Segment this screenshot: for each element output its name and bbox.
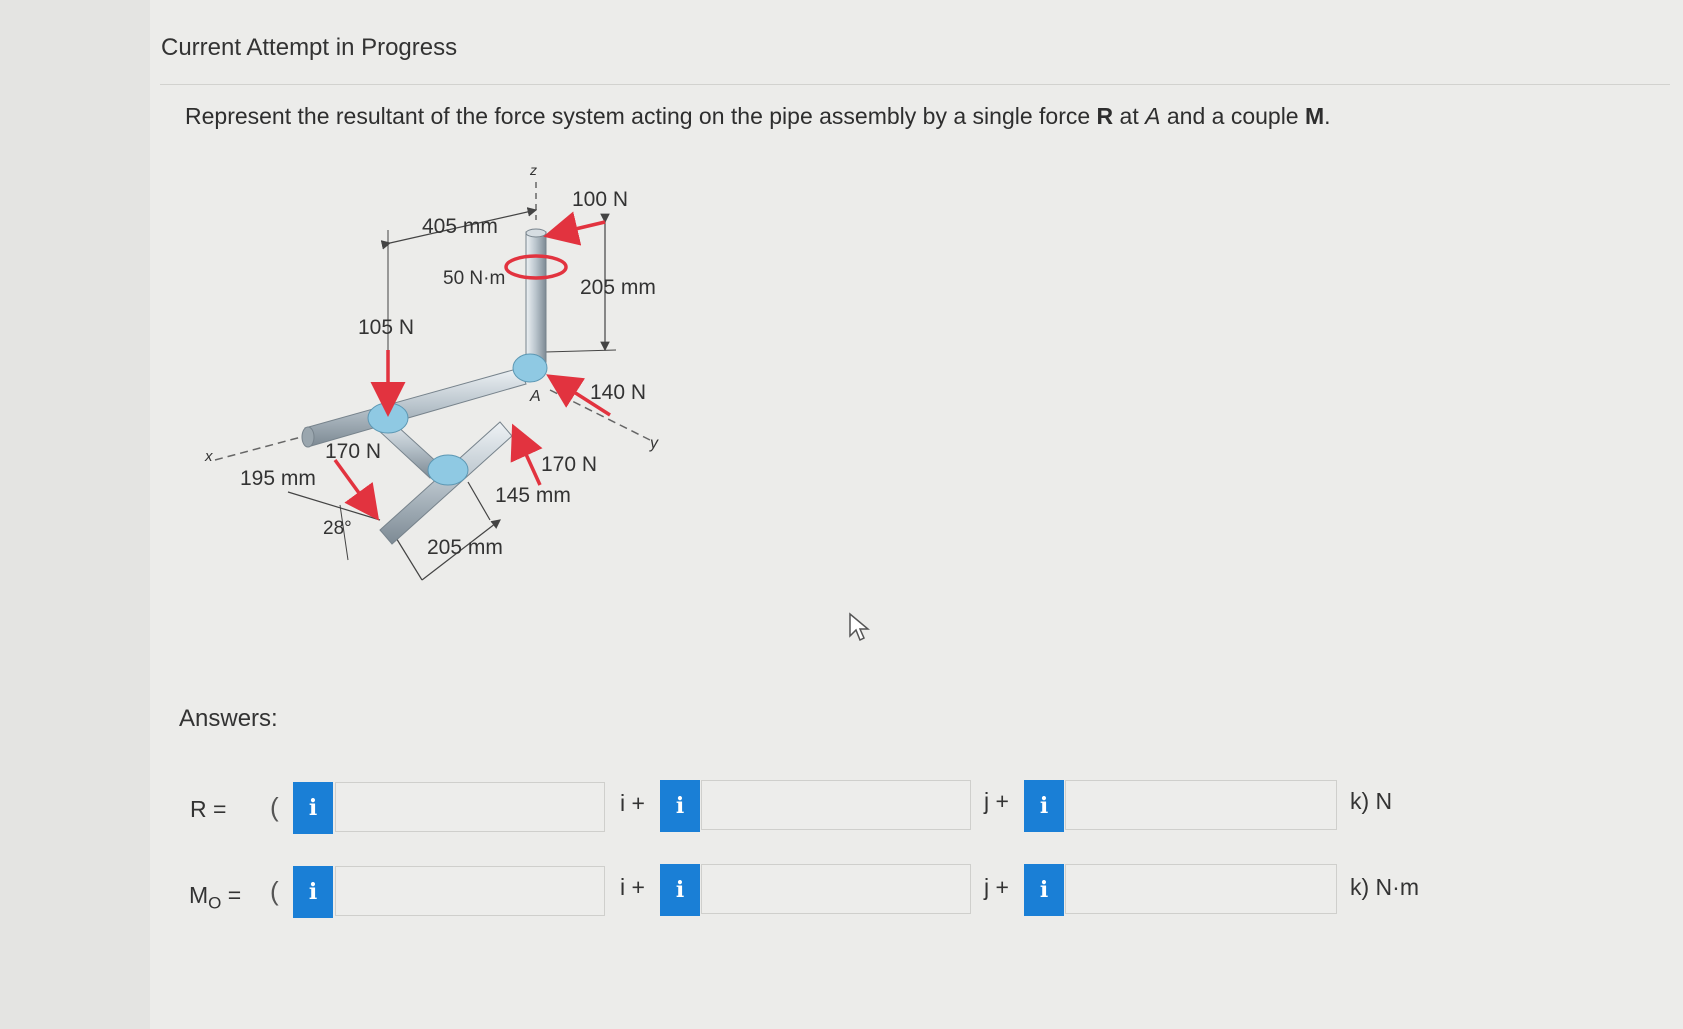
force-170-left-label: 170 N <box>325 440 382 463</box>
r-i-unit-label: i + <box>620 790 645 816</box>
r-open-paren: ( <box>270 792 279 822</box>
dim-195-line <box>288 492 380 520</box>
pipe-vertical <box>526 232 546 362</box>
fitting-elbow <box>513 354 547 382</box>
mo-k-component-input[interactable] <box>1065 864 1337 914</box>
point-A-label: A <box>530 388 541 405</box>
mo-i-unit-label: i + <box>620 874 645 900</box>
question-R: R <box>1096 103 1114 129</box>
question-part-3: and a couple <box>1160 103 1305 129</box>
force-140-label: 140 N <box>590 381 647 404</box>
force-100-label: 100 N <box>572 188 629 211</box>
dim-205-top-ext <box>545 350 616 352</box>
force-170-right-arrow <box>515 430 540 485</box>
force-105-label: 105 N <box>358 316 415 339</box>
force-170-left-arrow <box>335 460 375 515</box>
dim-145-label: 145 mm <box>495 484 571 507</box>
y-axis-label: y <box>650 435 658 452</box>
mo-k-info-icon[interactable]: i <box>1024 864 1064 916</box>
r-j-component-input[interactable] <box>701 780 971 830</box>
r-i-info-icon[interactable]: i <box>293 782 333 834</box>
dim-405-label: 405 mm <box>422 215 498 238</box>
r-k-component-input[interactable] <box>1065 780 1337 830</box>
r-j-info-icon[interactable]: i <box>660 780 700 832</box>
r-row-label: R = <box>190 796 227 822</box>
mo-j-component-input[interactable] <box>701 864 971 914</box>
question-part-2: at <box>1113 103 1146 129</box>
question-part-4: . <box>1324 103 1331 129</box>
r-i-component-input[interactable] <box>335 782 605 832</box>
force-100-arrow <box>550 222 605 235</box>
question-A: A <box>1145 103 1161 129</box>
angle-28-label: 28° <box>323 518 352 539</box>
fitting-cross <box>428 455 468 485</box>
dim-205-bottom-label: 205 mm <box>427 536 503 559</box>
mo-k-unit-label: k) N·m <box>1350 874 1419 900</box>
mo-i-info-icon[interactable]: i <box>293 866 333 918</box>
mo-label-main: M <box>189 882 209 908</box>
pipe-assembly-figure <box>200 160 760 660</box>
force-170-right-label: 170 N <box>541 453 598 476</box>
dim-205-top-label: 205 mm <box>580 276 656 299</box>
pipe-end-top <box>526 229 546 237</box>
x-axis-label: x <box>205 448 213 465</box>
question-text <box>185 103 1331 130</box>
question-part-1: Represent the resultant of the force system acting on the pipe assembly by a single force <box>185 103 1097 129</box>
answers-label: Answers: <box>179 705 278 732</box>
r-j-unit-label: j + <box>984 788 1009 814</box>
r-k-unit-label: k) N <box>1350 788 1393 814</box>
moment-50-label: 50 N·m <box>443 268 506 289</box>
dim-195-label: 195 mm <box>240 467 316 490</box>
divider <box>160 84 1670 85</box>
pipe-end-x <box>302 427 314 447</box>
z-axis-label: z <box>530 162 537 178</box>
mo-j-unit-label: j + <box>984 874 1009 900</box>
mo-row-label <box>189 882 241 914</box>
dim-145-line <box>468 482 490 520</box>
question-M: M <box>1305 103 1325 129</box>
page-title: Current Attempt in Progress <box>161 34 458 61</box>
mo-label-eq: = <box>221 882 242 908</box>
mo-j-info-icon[interactable]: i <box>660 864 700 916</box>
mo-open-paren: ( <box>270 876 279 906</box>
mo-i-component-input[interactable] <box>335 866 605 916</box>
mo-label-sub: O <box>208 893 222 913</box>
mouse-cursor-icon <box>848 612 870 642</box>
r-k-info-icon[interactable]: i <box>1024 780 1064 832</box>
